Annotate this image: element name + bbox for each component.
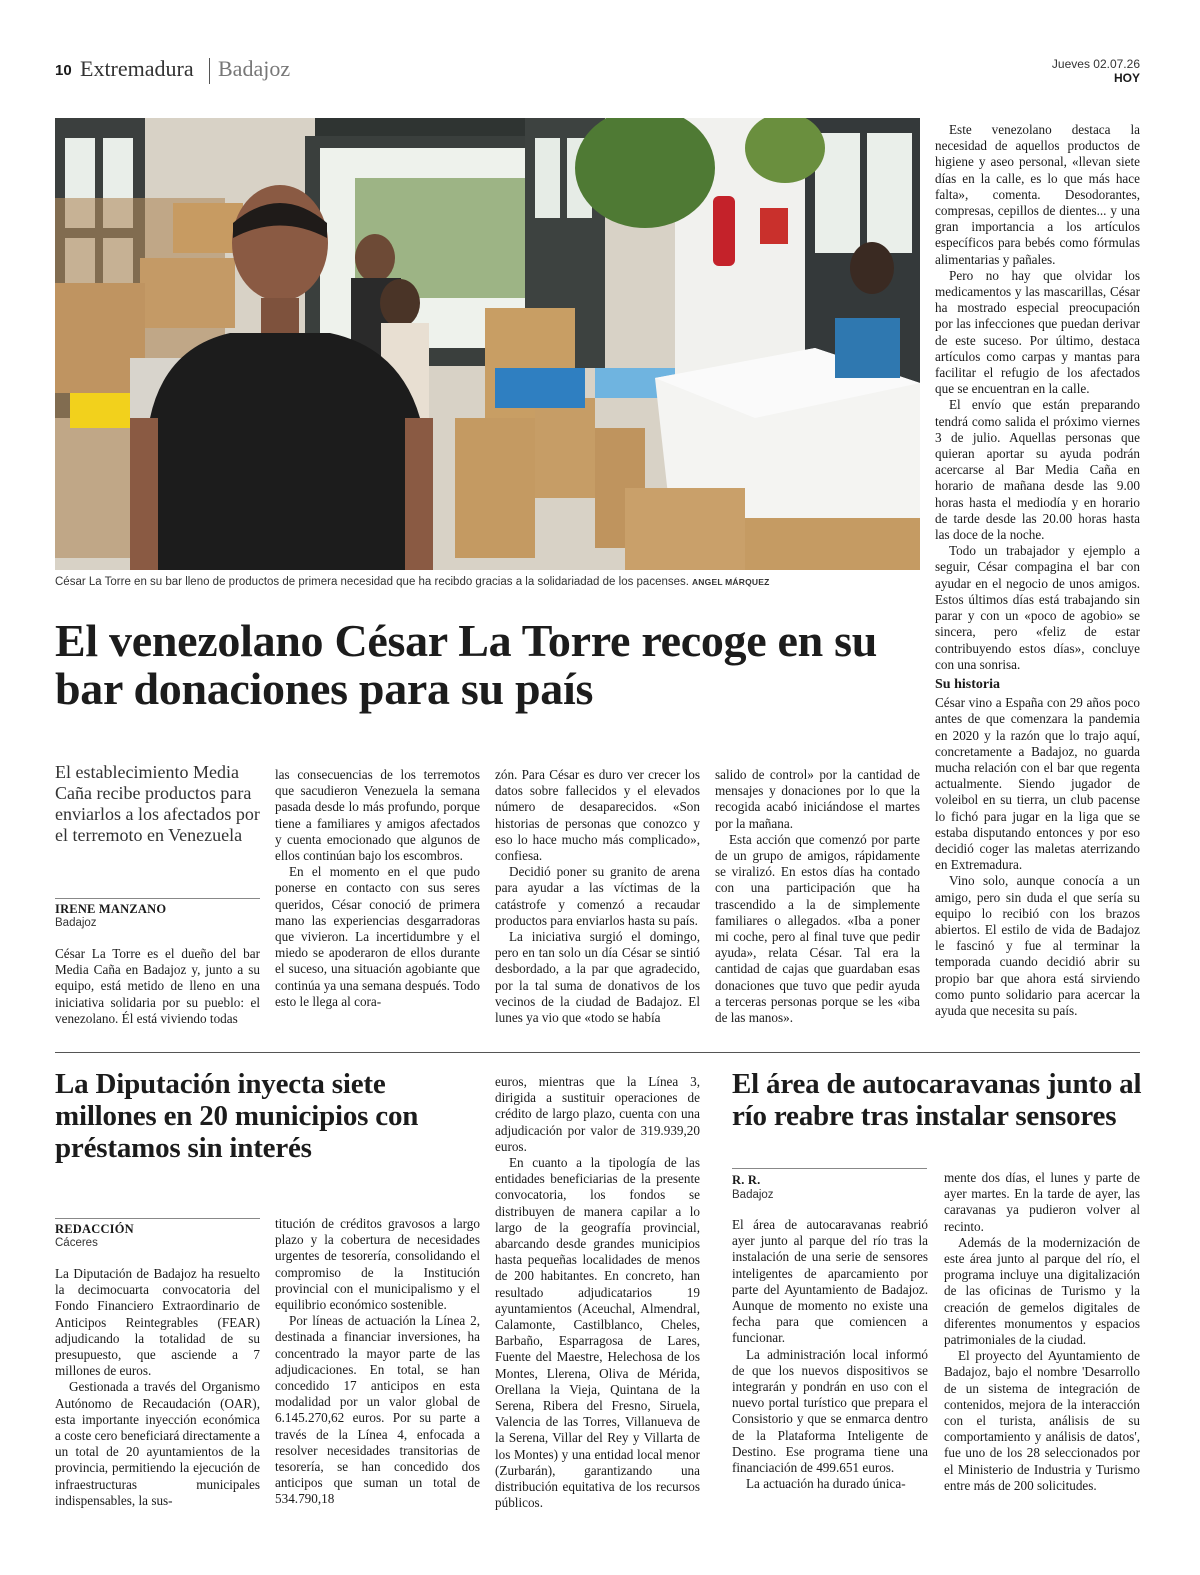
paragraph: La Diputación de Badajoz ha resuelto la decimocuarta convocatoria del Fondo Financiero Extraordinario de Anticipos Reintegrables (FEAR) adjudicando la totalidad de su presupuesto, que asciende a 7 millones de euros. — [55, 1266, 260, 1379]
paragraph: Esta acción que comenzó por parte de un grupo de amigos, rápidamente se viralizó. En estos días ha contado con una participación que ha trascendido a la de simplemente familiares o allegados. «Iba a poner mi coche, pero al final tuve que pedir ayuda», relata César. Tal era la cantidad de cajas que guardaban esas donaciones que tuvo que pedir ayuda a terceras personas porque se les «iba de las manos». — [715, 831, 920, 1026]
byline-rule — [55, 898, 260, 899]
paragraph: Decidió poner su granito de arena para ayudar a las víctimas de la catástrofe y comenzó a recaudar productos para enviarlos hasta su país. — [495, 864, 700, 928]
main-headline: El venezolano César La Torre recoge en su bar donaciones para su país — [55, 615, 878, 714]
paragraph: Todo un trabajador y ejemplo a seguir, César compagina el bar con ayudar en el negocio de unos amigos. Estos últimos días está trabajando sin parar y con un «poco de agobio» se sincera, pero «feliz de estar contribuyendo estos días», concluye con una sonrisa. — [935, 543, 1140, 672]
paragraph: La actuación ha durado única- — [746, 1476, 906, 1492]
paragraph: Vino solo, aunque conocía a un amigo, pero sin duda el que sería su equipo lo recibió con los brazos abiertos. El estilo de vida de Badajoz le fascinó y fue al terminar la temporada cuando decidió abrir su propio bar que ahora está sirviendo como punto solidario para acercar la ayuda que necesita su país. — [935, 873, 1140, 1018]
subheading: Su historia — [935, 676, 1000, 692]
paragraph: El área de autocaravanas reabrió ayer junto al parque del río tras la instalación de una serie de sensores inteligentes de aparcamiento por parte del Ayuntamiento de Badajoz. Aunque de momento no existe una fecha para que comiencen a funcionar. — [732, 1217, 928, 1346]
story2-col-1 — [55, 1266, 260, 1509]
story2-author: REDACCIÓN — [55, 1222, 134, 1236]
paragraph: mente dos días, el lunes y parte de ayer martes. En la tarde de ayer, las caravanas ya pudieron volver al recinto. — [944, 1170, 1140, 1234]
story3-author: R. R. — [732, 1173, 761, 1187]
story3-col-2 — [944, 1170, 1140, 1494]
story3-col-1 — [732, 1217, 928, 1492]
paragraph: César La Torre es el dueño del bar Media Caña en Badajoz y, junto a su equipo, está metido de lleno en una iniciativa solidaria por su pueblo: el venezolano. Él está viviendo todas — [55, 946, 260, 1026]
paragraph: Por líneas de actuación la Línea 2, destinada a financiar inversiones, ha concentrado la mayor parte de las adjudicaciones. En total, se han concedido 17 anticipos en esta modalidad por un valor global de 6.145.270,62 euros. Por su parte a través de la Línea 4, enfocada a resolver necesidades transitorias de tesorería, se han concedido dos anticipos que suman un total de 534.790,18 — [275, 1313, 480, 1507]
story2-location: Cáceres — [55, 1237, 98, 1249]
section-divider — [55, 1052, 1140, 1053]
story2-col-2 — [275, 1216, 480, 1508]
folio-divider — [209, 58, 210, 84]
byline-rule — [732, 1168, 927, 1169]
story2-col-3 — [495, 1074, 700, 1511]
main-dek: El establecimiento Media Caña recibe productos para enviarlos a los afectados por el terremoto en Venezuela — [55, 762, 260, 845]
author-location: Badajoz — [55, 917, 97, 929]
main-photo — [55, 118, 920, 570]
paragraph: César vino a España con 29 años poco antes de que comenzara la pandemia en 2020 y la razón que lo trajo aquí, concretamente a Badajoz, no guarda mucha relación con el bar que regenta actualmente. Siendo jugador de voleibol en su tierra, un club pacense lo fichó para jugar en la liga que se estaba disputando entonces y por eso decidió coger las maletas aterrizando en Extremadura. — [935, 695, 1140, 873]
main-col-1 — [55, 946, 260, 1027]
newspaper-name: HOY — [1113, 71, 1140, 85]
paragraph: zón. Para César es duro ver crecer los datos sobre fallecidos y el elevados número de desaparecidos. «Son historias de personas que conozco y eso lo hace mucho más complicado», confiesa. — [495, 767, 700, 864]
paragraph: Gestionada a través del Organismo Autónomo de Recaudación (OAR), esta importante inyección económica a coste cero beneficiará directamente a un total de 20 ayuntamientos de la provincia, permitiendo la ejecución de infraestructuras municipales indispensables, la sus- — [55, 1379, 260, 1508]
paragraph: salido de control» por la cantidad de mensajes y donaciones por lo que la recogida acabó iniciándose el martes por la mañana. — [715, 767, 920, 831]
author-name: IRENE MANZANO — [55, 902, 167, 916]
paragraph: Además de la modernización de este área junto al parque del río, el programa incluye una digitalización de las oficinas de Turismo y la creación de gemelos digitales de diferentes monumentos y espacios patrimoniales de la ciudad. — [944, 1234, 1140, 1348]
paragraph: En cuanto a la tipología de las entidades beneficiarias de la presente convocatoria, los fondos se distribuyen de manera capilar a lo largo de la geografía provincial, abarcando desde grandes municipios hasta pequeñas localidades de menos de 200 habitantes. En concreto, han resultado adjudicatarios 19 ayuntamientos (Aceuchal, Almendral, Calamonte, Castilblanco, Cheles, Barbaño, Esparragosa de Lares, Fuente del Maestre, Helechosa de los Montes, Llerena, Oliva de Mérida, Orellana la Vieja, Quintana de la Serena, Ribera del Fresno, Siruela, Valencia de las Torres, Villanueva de la Serena, Villar del Rey y Villarta de los Montes) y una entidad local menor (Zurbarán), garantizando una distribución equitativa de los recursos públicos. — [495, 1155, 700, 1511]
paragraph: El proyecto del Ayuntamiento de Badajoz, bajo el nombre 'Desarrollo de un sistema de integración de contenidos, mejora de la interacción con el turista, análisis de su comportamiento y análisis de datos', fue uno de los 28 seleccionados por el Ministerio de Industria y Turismo entre más de 200 solicitudes. — [944, 1348, 1140, 1493]
story3-headline: El área de autocaravanas junto al río reabre tras instalar sensores — [732, 1068, 1142, 1132]
page-number: 10 — [55, 62, 72, 79]
paragraph: En el momento en el que pudo ponerse en contacto con sus seres queridos, César conoció de primera mano las experiencias desgarradoras que vivieron. La incertidumbre y el miedo se apoderaron de ellos durante el suceso, una situación agobiante que continúa ya una semana después. Todo esto le llega al cora- — [275, 864, 480, 1009]
section-name: Extremadura — [80, 56, 194, 81]
subsection-name: Badajoz — [218, 56, 291, 81]
paragraph: La administración local informó de que los nuevos dispositivos se integrarán y pondrán en uso con el nuevo portal turístico que prepara el Consistorio y que se enmarca dentro de la Plataforma Inteligente de Destino. Ese programa tiene una financiación de 499.651 euros. — [732, 1346, 928, 1476]
paragraph: El envío que están preparando tendrá como salida el próximo viernes 3 de julio. Aquellas personas que quieran aportar su ayuda podrán acercarse al Bar Media Caña en horario de mañana desde las 9.00 horas hasta el mediodía y en horario de tarde desde las 20.00 horas hasta las doce de la noche. — [935, 397, 1140, 543]
paragraph: las consecuencias de los terremotos que sacudieron Venezuela la semana pasada desde lo más profundo, porque tiene a familiares y amigos afectados y cuenta emocionado que algunos de ellos continúan bajo los escombros. — [275, 767, 480, 864]
paragraph: euros, mientras que la Línea 3, dirigida a sustituir operaciones de crédito de largo plazo, cuenta con una adjudicación por valor de 319.939,20 euros. — [495, 1074, 700, 1154]
bar-interior-photo — [55, 118, 920, 570]
main-col-2 — [275, 767, 480, 1010]
story2-headline: La Diputación inyecta siete millones en 20 municipios con préstamos sin interés — [55, 1068, 419, 1164]
main-col-3 — [495, 767, 700, 1026]
paragraph: Pero no hay que olvidar los medicamentos y las mascarillas, César ha mostrado especial preocupación por las infecciones que puedan derivar de este suceso. Por último, destaca artículos como carpas y mantas para facilitar el refugio de los afectados que se encuentran en la calle. — [935, 267, 1140, 397]
photo-credit: ANGEL MÁRQUEZ — [691, 577, 770, 587]
paragraph: Este venezolano destaca la necesidad de aquellos productos de higiene y aseo personal, «llevan siete días en la calle, es lo que más hace falta», comenta. Desodorantes, compresas, cepillos de dientes... y una gran importancia a los artículos específicos para bebés como fórmulas alimentarias y pañales. — [935, 122, 1140, 267]
main-col-4 — [715, 767, 920, 1026]
photo-caption — [55, 576, 920, 588]
byline-rule — [55, 1218, 260, 1219]
paragraph: titución de créditos gravosos a largo plazo y la cobertura de necesidades urgentes de tesorería, consolidando el compromiso de la Institución provincial con el municipalismo y el equilibrio económico sostenible. — [275, 1216, 480, 1313]
paragraph: La iniciativa surgió el domingo, pero en tan solo un día César se sintió desbordado, a la par que agradecido, por la tal suma de donativos de los vecinos de la ciudad de Badajoz. El lunes ya vio que «todo se había — [495, 929, 700, 1026]
issue-date: Jueves 02.07.26 — [1051, 57, 1140, 71]
story3-location: Badajoz — [732, 1189, 774, 1201]
main-col-5 — [935, 122, 1140, 1019]
caption-text: César La Torre en su bar lleno de productos de primera necesidad que ha recibdo gracias a la solidariadad de los pacenses. — [55, 576, 689, 588]
